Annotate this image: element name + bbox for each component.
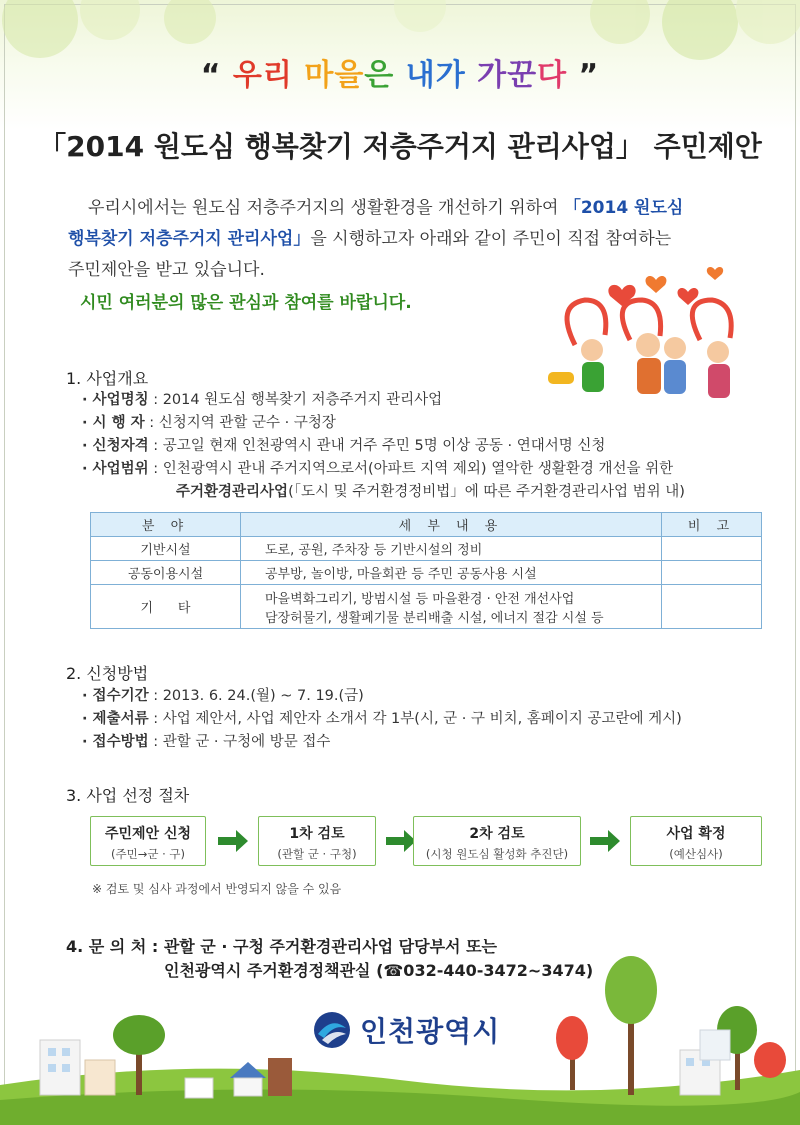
step-title: 주민제안 신청 <box>104 826 192 842</box>
intro-text-1: 우리시에서는 원도심 저층주거지의 생활환경을 개선하기 위하여 <box>88 198 564 218</box>
section-3-title: 3. 사업 선정 절차 <box>66 786 190 805</box>
item-key: · 제출서류 <box>82 711 149 727</box>
item-key: · 접수기간 <box>82 688 149 704</box>
slogan-segment: 다 <box>537 58 568 93</box>
table-cell-field: 공동이용시설 <box>91 561 241 585</box>
contact-line-1: 4. 문 의 처 : 관할 군 · 구청 주거환경관리사업 담당부서 또는 <box>66 937 497 956</box>
item-key: · 접수방법 <box>82 734 149 750</box>
process-step <box>90 816 206 866</box>
detail-line: 마을벽화그리기, 방범시설 등 마을환경 · 안전 개선사업 <box>265 591 575 607</box>
list-item <box>82 685 682 708</box>
list-item <box>82 435 685 458</box>
incheon-logo <box>312 1010 500 1050</box>
slogan-segment: 가꾼 <box>465 58 538 93</box>
process-step <box>258 816 376 866</box>
item-value: : 공고일 현재 인천광역시 관내 거주 주민 5명 이상 공동 · 연대서명 신청 <box>148 438 606 454</box>
project-scope-table <box>90 512 762 629</box>
table-cell-field: 기 타 <box>91 585 241 629</box>
step-title: 1차 검토 <box>289 826 345 842</box>
table-row <box>91 561 762 585</box>
step-subtitle: (주민→군 · 구) <box>110 847 185 861</box>
slogan-segment: ” <box>567 58 600 93</box>
slogan-segment: 내가 <box>394 58 466 93</box>
item-value: : 2013. 6. 24.(월) ~ 7. 19.(금) <box>148 688 364 704</box>
section-1-list <box>82 389 685 504</box>
table-cell-detail: 도로, 공원, 주차장 등 기반시설의 정비 <box>241 537 662 561</box>
slogan-segment: 우리 <box>232 58 293 93</box>
item-key: · 사업범위 <box>82 461 149 477</box>
list-item <box>82 731 682 754</box>
table-cell-note <box>662 561 762 585</box>
table-cell-field: 기반시설 <box>91 537 241 561</box>
slogan-segment: “ <box>200 58 233 93</box>
appeal-text: 시민 여러분의 많은 관심과 참여를 바랍니다. <box>80 293 412 313</box>
table-header: 세 부 내 용 <box>241 513 662 537</box>
item-key: · 시 행 자 <box>82 415 145 431</box>
contact-line-2: 인천광역시 주거환경정책관실 (☎032-440-3472~3474) <box>164 961 594 980</box>
intro-paragraph <box>68 193 748 286</box>
table-cell-note <box>662 537 762 561</box>
list-item <box>82 708 682 731</box>
item-value: : 신청지역 관할 군수 · 구청장 <box>144 415 336 431</box>
list-item-continuation <box>82 481 685 504</box>
list-item <box>82 458 685 481</box>
list-item <box>82 412 685 435</box>
intro-highlight-2: 행복찾기 저층주거지 관리사업」 <box>68 229 311 249</box>
table-header-row <box>91 513 762 537</box>
step-subtitle: (관할 군 · 구청) <box>277 847 357 861</box>
page-title: 「2014 원도심 행복찾기 저층주거지 관리사업」 주민제안 <box>38 130 762 163</box>
process-note: ※ 검토 및 심사 과정에서 반영되지 않을 수 있음 <box>92 882 342 896</box>
arrow-right-icon <box>216 828 250 854</box>
table-row <box>91 537 762 561</box>
arrow-right-icon <box>588 828 622 854</box>
table-cell-note <box>662 585 762 629</box>
slogan <box>0 50 800 94</box>
table-row <box>91 585 762 629</box>
table-cell-detail <box>241 585 662 629</box>
item-value: : 2014 원도심 행복찾기 저층주거지 관리사업 <box>148 392 443 408</box>
table-header: 분 야 <box>91 513 241 537</box>
item-value: (「도시 및 주거환경정비법」에 따른 주거환경관리사업 범위 내) <box>288 484 685 500</box>
item-value: : 관할 군 · 구청에 방문 접수 <box>148 734 331 750</box>
item-key: · 신청자격 <box>82 438 149 454</box>
table-cell-detail: 공부방, 놀이방, 마을회관 등 주민 공동사용 시설 <box>241 561 662 585</box>
section-2-title: 2. 신청방법 <box>66 664 149 683</box>
table-header: 비 고 <box>662 513 762 537</box>
section-1-title: 1. 사업개요 <box>66 369 149 388</box>
intro-highlight-1: 「2014 원도심 <box>563 198 684 218</box>
step-title: 2차 검토 <box>469 826 525 842</box>
detail-line: 담장허물기, 생활폐기물 분리배출 시설, 에너지 절감 시설 등 <box>265 610 604 626</box>
item-key: · 사업명칭 <box>82 392 149 408</box>
slogan-segment: 은 <box>364 58 395 93</box>
slogan-segment: 마을 <box>292 58 365 93</box>
intro-text-3: 주민제안을 받고 있습니다. <box>68 260 265 280</box>
step-subtitle: (예산심사) <box>669 847 723 861</box>
incheon-symbol-icon <box>312 1010 352 1050</box>
section-2-list <box>82 685 682 754</box>
process-step <box>630 816 762 866</box>
step-title: 사업 확정 <box>666 826 726 842</box>
list-item <box>82 389 685 412</box>
selection-process-flow <box>90 816 770 866</box>
intro-text-2: 을 시행하고자 아래와 같이 주민이 직접 참여하는 <box>310 229 672 249</box>
contact-info <box>66 935 593 983</box>
item-value: : 사업 제안서, 사업 제안자 소개서 각 1부(시, 군 · 구 비치, 홈페이지 공고란에 게시) <box>148 711 682 727</box>
logo-text: 인천광역시 <box>360 1015 501 1048</box>
item-bold-text: 주거환경관리사업 <box>176 484 289 500</box>
item-value: : 인천광역시 관내 주거지역으로서(아파트 지역 제외) 열악한 생활환경 개선을 위한 <box>148 461 674 477</box>
process-step <box>413 816 581 866</box>
step-subtitle: (시청 원도심 활성화 추진단) <box>425 847 569 861</box>
